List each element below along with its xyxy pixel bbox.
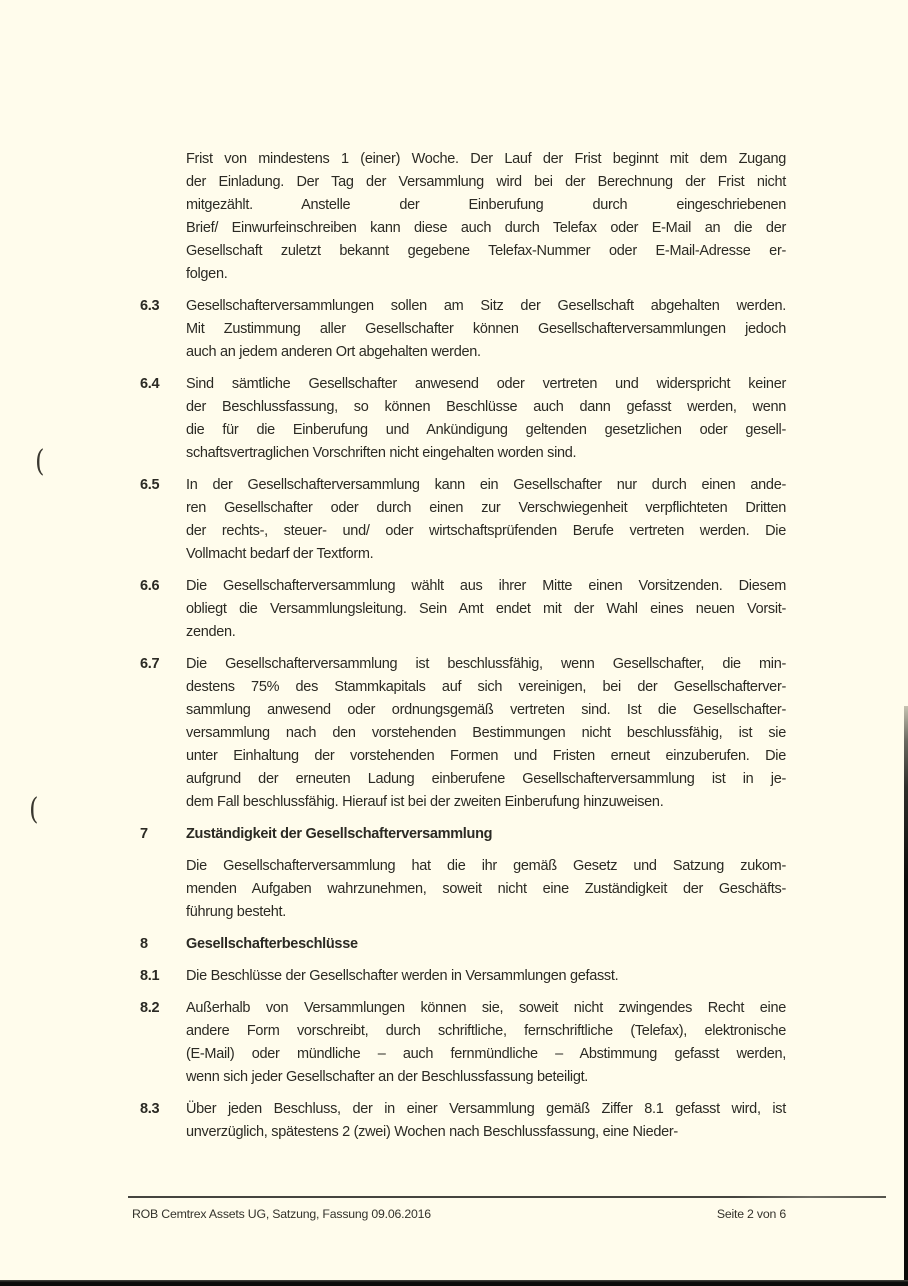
- paragraph-line: folgen.: [186, 266, 228, 282]
- section-number: 6.4: [140, 376, 160, 392]
- section-number: 8.3: [140, 1101, 160, 1117]
- section-paragraph: [186, 1098, 786, 1144]
- paragraph-line: Sind sämtliche Gesellschafter anwesend oder vertreten und widerspricht keiner: [186, 376, 786, 392]
- section-number: 6.3: [140, 298, 160, 314]
- paragraph-line: (E-Mail) oder mündliche – auch fernmündliche – Abstimmung gefasst werden,: [186, 1046, 786, 1062]
- paragraph-line: ren Gesellschafter oder durch einen zur Verschwiegenheit verpflichteten Dritten: [186, 500, 786, 516]
- paragraph-line: der Beschlussfassung, so können Beschlüsse auch dann gefasst werden, wenn: [186, 399, 786, 415]
- section-paragraph-row: [140, 965, 790, 988]
- section-paragraph-row: [140, 855, 790, 924]
- section-number: 8.2: [140, 1000, 160, 1016]
- section-heading-row: [140, 823, 790, 846]
- section-heading: [186, 933, 786, 956]
- paragraph-line: andere Form vorschreibt, durch schriftliche, fernschriftliche (Telefax), elektronische: [186, 1023, 786, 1039]
- section-number: 6.5: [140, 477, 160, 493]
- footer-page-number: Seite 2 von 6: [716, 1207, 786, 1221]
- section-number: 6.6: [140, 578, 160, 594]
- paragraph-line: unter Einhaltung der vorstehenden Formen und Fristen erneut einzuberufen. Die: [186, 748, 786, 764]
- paragraph-line: Die Gesellschafterversammlung wählt aus ihrer Mitte einen Vorsitzenden. Diesem: [186, 578, 786, 594]
- section-paragraph-row: [140, 373, 790, 465]
- margin-paren-mark-2: (: [29, 792, 39, 827]
- section-paragraph: [186, 855, 786, 924]
- heading-line: Gesellschafterbeschlüsse: [186, 936, 358, 952]
- section-number: 6.7: [140, 656, 160, 672]
- margin-paren-mark-1: (: [35, 444, 45, 479]
- paragraph-line: aufgrund der erneuten Ladung einberufene Gesellschafterversammlung ist in je-: [186, 771, 786, 787]
- section-paragraph: [186, 295, 786, 364]
- scan-artifact-right-edge: [904, 706, 908, 1286]
- paragraph-line: Vollmacht bedarf der Textform.: [186, 546, 374, 562]
- paragraph-line: destens 75% des Stammkapitals auf sich vereinigen, bei der Gesellschafterver-: [186, 679, 786, 695]
- paragraph-line: sammlung anwesend oder ordnungsgemäß vertreten sind. Ist die Gesellschafter-: [186, 702, 786, 718]
- section-paragraph: [186, 373, 786, 465]
- paragraph-line: Die Gesellschafterversammlung hat die ihr gemäß Gesetz und Satzung zukom-: [186, 858, 786, 874]
- paragraph-line: der Einladung. Der Tag der Versammlung wird bei der Berechnung der Frist nicht: [186, 174, 786, 190]
- section-paragraph: [186, 575, 786, 644]
- paragraph-line: Frist von mindestens 1 (einer) Woche. Der Lauf der Frist beginnt mit dem Zugang: [186, 151, 786, 167]
- section-paragraph-row: [140, 575, 790, 644]
- paragraph-line: unverzüglich, spätestens 2 (zwei) Wochen nach Beschlussfassung, eine Nieder-: [186, 1124, 678, 1140]
- paragraph-line: Die Beschlüsse der Gesellschafter werden in Versammlungen gefasst.: [186, 968, 619, 984]
- section-heading-row: [140, 933, 790, 956]
- paragraph-line: der rechts-, steuer- und/ oder wirtschaftsprüfenden Berufe vertreten werden. Die: [186, 523, 786, 539]
- section-heading: [186, 823, 786, 846]
- paragraph-line: Mit Zustimmung aller Gesellschafter können Gesellschafterversammlungen jedoch: [186, 321, 786, 337]
- paragraph-line: Gesellschaft zuletzt bekannt gegebene Telefax-Nummer oder E-Mail-Adresse er-: [186, 243, 786, 259]
- section-paragraph-row: [140, 997, 790, 1089]
- heading-line: Zuständigkeit der Gesellschafterversammlung: [186, 826, 493, 842]
- section-paragraph: [186, 997, 786, 1089]
- paragraph-line: wenn sich jeder Gesellschafter an der Beschlussfassung beteiligt.: [186, 1069, 589, 1085]
- paragraph-line: Außerhalb von Versammlungen können sie, soweit nicht zwingendes Recht eine: [186, 1000, 786, 1016]
- paragraph-line: führung besteht.: [186, 904, 286, 920]
- footer: [132, 1207, 786, 1221]
- section-paragraph-row: [140, 148, 790, 286]
- section-paragraph: [186, 474, 786, 566]
- paragraph-line: mitgezählt. Anstelle der Einberufung durch eingeschriebenen: [186, 197, 786, 213]
- footer-divider: [128, 1196, 886, 1198]
- section-number: [140, 148, 186, 286]
- section-paragraph-row: [140, 653, 790, 814]
- paragraph-line: Über jeden Beschluss, der in einer Versammlung gemäß Ziffer 8.1 gefasst wird, ist: [186, 1101, 786, 1117]
- paragraph-line: schaftsvertraglichen Vorschriften nicht eingehalten worden sind.: [186, 445, 577, 461]
- footer-document-title: ROB Cemtrex Assets UG, Satzung, Fassung 09.06.2016: [132, 1207, 431, 1221]
- section-paragraph-row: [140, 474, 790, 566]
- section-paragraph: [186, 653, 786, 814]
- paragraph-line: die für die Einberufung und Ankündigung geltenden gesetzlichen oder gesell-: [186, 422, 786, 438]
- paragraph-line: Gesellschafterversammlungen sollen am Sitz der Gesellschaft abgehalten werden.: [186, 298, 786, 314]
- scan-artifact-bottom-edge: [0, 1280, 908, 1286]
- paragraph-line: menden Aufgaben wahrzunehmen, soweit nicht eine Zuständigkeit der Geschäfts-: [186, 881, 786, 897]
- section-paragraph-row: [140, 295, 790, 364]
- paragraph-line: auch an jedem anderen Ort abgehalten werden.: [186, 344, 481, 360]
- paragraph-line: Brief/ Einwurfeinschreiben kann diese auch durch Telefax oder E-Mail an die der: [186, 220, 786, 236]
- paragraph-line: obliegt die Versammlungsleitung. Sein Amt endet mit der Wahl eines neuen Vorsit-: [186, 601, 786, 617]
- section-paragraph: [186, 148, 786, 286]
- section-paragraph-row: [140, 1098, 790, 1144]
- paragraph-line: In der Gesellschafterversammlung kann ein Gesellschafter nur durch einen ande-: [186, 477, 786, 493]
- paragraph-line: versammlung nach den vorstehenden Bestimmungen nicht beschlussfähig, ist sie: [186, 725, 786, 741]
- paragraph-line: dem Fall beschlussfähig. Hierauf ist bei der zweiten Einberufung hinzuweisen.: [186, 794, 664, 810]
- section-paragraph: [186, 965, 786, 988]
- paragraph-line: Die Gesellschafterversammlung ist beschlussfähig, wenn Gesellschafter, die min-: [186, 656, 786, 672]
- document-body: [140, 148, 790, 1153]
- section-number: [140, 855, 186, 924]
- section-number: 7: [140, 826, 148, 842]
- section-number: 8.1: [140, 968, 160, 984]
- paragraph-line: zenden.: [186, 624, 236, 640]
- section-number: 8: [140, 936, 148, 952]
